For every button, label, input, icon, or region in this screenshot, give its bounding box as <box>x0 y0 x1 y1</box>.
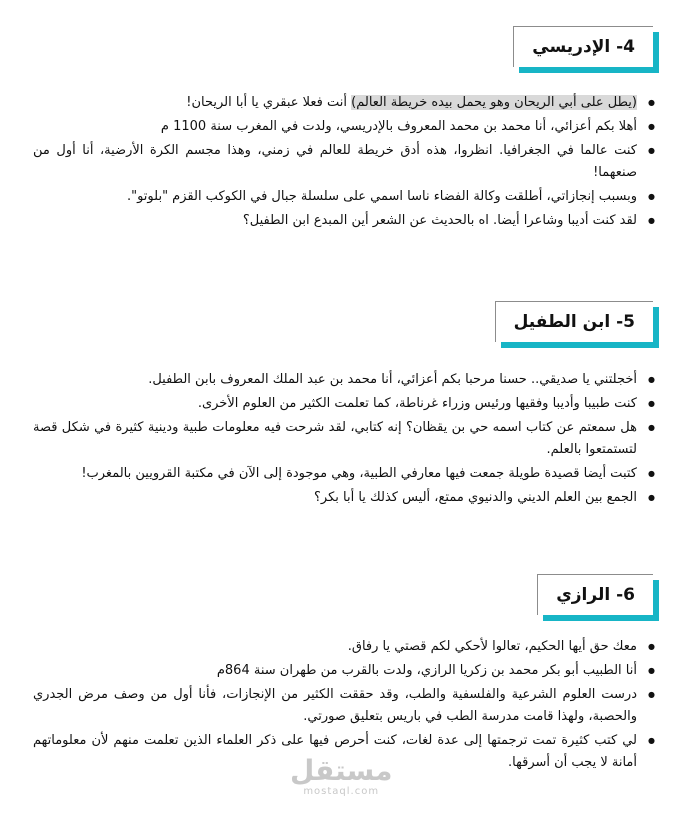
list-item <box>33 636 655 658</box>
highlighted-text: (يطل على أبي الريحان وهو يحمل بيده خريطة العالم) <box>351 95 637 110</box>
item-list <box>33 369 655 511</box>
section-heading: 5- ابن الطفيل <box>495 301 653 342</box>
list-item <box>33 463 655 485</box>
watermark-latin: mostaql.com <box>303 786 380 797</box>
item-text: كنت عالما في الجغرافيا. انظروا، هذه أدق خريطة للعالم في زمني، وهذا مجسم الكرة الأرضية، أنا أول من صنعهما! <box>33 143 637 180</box>
item-text: أنت فعلا عبقري يا أبا الريحان! <box>186 95 352 110</box>
list-item <box>33 186 655 208</box>
section-heading: 4- الإدريسي <box>513 26 653 67</box>
item-text: لقد كنت أديبا وشاعرا أيضا. اه بالحديث عن الشعر أين المبدع ابن الطفيل؟ <box>242 213 637 228</box>
item-text: كنت طبيبا وأديبا وفقيها ورئيس وزراء غرناطة، كما تعلمت الكثير من العلوم الأخرى. <box>197 396 637 411</box>
item-text: وبسبب إنجازاتي، أطلقت وكالة الفضاء ناسا اسمي على سلسلة جبال في الكوكب القزم "بلوتو". <box>126 189 637 204</box>
item-text: الجمع بين العلم الديني والدنيوي ممتع، أليس كذلك يا أبا بكر؟ <box>314 490 637 505</box>
item-text: هل سمعتم عن كتاب اسمه حي بن يقظان؟ إنه كتابي، لقد شرحت فيه معلومات طبية ودينية كثيرة في شكل قصة لتستمتعوا بالعلم. <box>33 420 637 457</box>
list-item <box>33 369 655 391</box>
list-item <box>33 684 655 728</box>
item-text: أهلا بكم أعزائي، أنا محمد بن محمد المعروف بالإدريسي، ولدت في المغرب سنة 1100 م <box>160 119 637 134</box>
watermark-arabic: مستقل <box>290 754 393 787</box>
item-text: كتبت أيضا قصيدة طويلة جمعت فيها معارفي الطبية، وهي موجودة إلى الآن في مكتبة القرويين بالمغرب! <box>81 466 637 481</box>
list-item <box>33 393 655 415</box>
list-item <box>33 210 655 232</box>
section-heading: 6- الرازي <box>537 574 653 615</box>
list-item <box>33 140 655 184</box>
item-text: أخجلتني يا صديقي.. حسنا مرحبا بكم أعزائي، أنا محمد بن عبد الملك المعروف بابن الطفيل. <box>148 372 637 387</box>
item-text: معك حق أيها الحكيم، تعالوا لأحكي لكم قصتي يا رفاق. <box>347 639 637 654</box>
list-item <box>33 116 655 138</box>
list-item <box>33 487 655 509</box>
item-text: درست العلوم الشرعية والفلسفية والطب، وقد حققت الكثير من الإنجازات، فأنا أول من وصف مرض الجدري والحصبة، ولهذا قامت مدرسة الطب في باريس بتعليق صورتي. <box>33 687 637 724</box>
list-item <box>33 417 655 461</box>
list-item <box>33 92 655 114</box>
mostaql-watermark <box>290 754 393 797</box>
list-item <box>33 660 655 682</box>
item-list <box>33 92 655 234</box>
item-text: لي كتب كثيرة تمت ترجمتها إلى عدة لغات، كنت أحرص فيها على ذكر العلماء الذين تعلمت منهم لأن معلوماتهم أمانة لا يجب أن أسرقها. <box>33 733 637 770</box>
item-text: أنا الطبيب أبو بكر محمد بن زكريا الرازي، ولدت بالقرب من طهران سنة 864م <box>216 663 637 678</box>
